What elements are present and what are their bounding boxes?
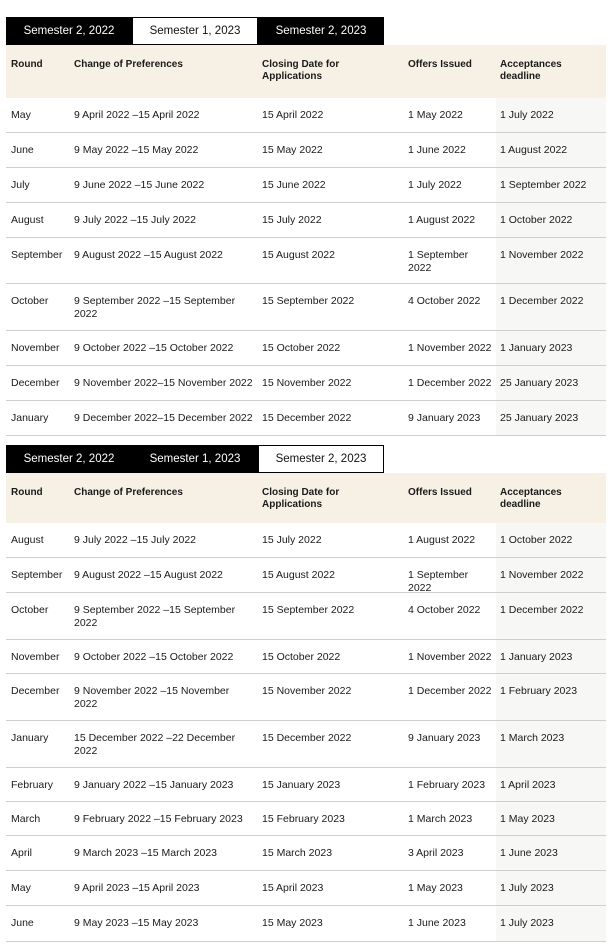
cell-closing-date: 15 March 2023 — [262, 847, 333, 859]
table-row — [6, 802, 606, 836]
cell-offers-issued: 1 December 2022 — [408, 377, 492, 389]
cell-closing-date: 15 January 2023 — [262, 779, 341, 791]
cell-round: January — [11, 412, 49, 424]
cell-round: November — [11, 651, 60, 663]
semester-tabs-2 — [6, 445, 606, 473]
cell-closing-date: 15 September 2022 — [262, 604, 355, 616]
table-row — [6, 768, 606, 802]
table-row — [6, 640, 606, 674]
cell-change-of-preferences: 9 June 2022 –15 June 2022 — [74, 179, 205, 191]
header-round: Round — [11, 487, 43, 498]
table-row — [6, 836, 606, 871]
cell-acceptances-deadline: 1 April 2023 — [496, 768, 606, 801]
cell-acceptances-deadline: 25 January 2023 — [496, 401, 606, 435]
cell-round: August — [11, 214, 44, 226]
cell-change-of-preferences: 9 August 2022 –15 August 2022 — [74, 569, 223, 581]
table-row — [6, 331, 606, 366]
cell-change-of-preferences: 9 September 2022 –15 September 2022 — [74, 295, 236, 320]
cell-offers-issued: 1 February 2023 — [408, 779, 486, 791]
cell-acceptances-deadline: 1 December 2022 — [496, 284, 606, 330]
cell-change-of-preferences: 9 July 2022 –15 July 2022 — [74, 534, 197, 546]
cell-acceptances-deadline: 1 July 2023 — [496, 871, 606, 905]
cell-acceptances-deadline: 1 June 2023 — [496, 836, 606, 870]
cell-closing-date: 15 August 2022 — [262, 249, 335, 261]
cell-acceptances-deadline: 1 September 2022 — [496, 168, 606, 202]
cell-round: January — [11, 732, 49, 744]
cell-change-of-preferences: 9 February 2022 –15 February 2023 — [74, 813, 243, 825]
cell-closing-date: 15 June 2022 — [262, 179, 326, 191]
cell-closing-date: 15 October 2022 — [262, 651, 341, 663]
table-row — [6, 401, 606, 436]
table-header-row — [6, 473, 606, 523]
cell-round: March — [11, 813, 41, 825]
cell-acceptances-deadline: 1 May 2023 — [496, 802, 606, 835]
cell-round: May — [11, 109, 31, 121]
cell-round: September — [11, 569, 63, 581]
table-row — [6, 133, 606, 168]
cell-closing-date: 15 August 2022 — [262, 569, 335, 581]
table-row — [6, 168, 606, 203]
table-row — [6, 366, 606, 401]
cell-closing-date: 15 July 2022 — [262, 534, 322, 546]
cell-offers-issued: 1 September 2022 — [408, 249, 469, 274]
cell-change-of-preferences: 9 April 2022 –15 April 2022 — [74, 109, 200, 121]
cell-acceptances-deadline: 1 July 2022 — [496, 98, 606, 132]
cell-closing-date: 15 May 2022 — [262, 144, 323, 156]
table-row — [6, 284, 606, 331]
cell-offers-issued: 1 March 2023 — [408, 813, 473, 825]
header-change-of-preferences: Change of Preferences — [74, 487, 183, 498]
table-row — [6, 523, 606, 558]
cell-offers-issued: 4 October 2022 — [408, 295, 481, 307]
cell-offers-issued: 1 May 2023 — [408, 882, 463, 894]
cell-round: June — [11, 144, 34, 156]
cell-offers-issued: 1 May 2022 — [408, 109, 463, 121]
cell-offers-issued: 1 December 2022 — [408, 685, 492, 697]
cell-acceptances-deadline: 1 August 2022 — [496, 133, 606, 167]
cell-change-of-preferences: 9 December 2022–15 December 2022 — [74, 412, 253, 424]
cell-closing-date: 15 September 2022 — [262, 295, 355, 307]
cell-change-of-preferences: 9 August 2022 –15 August 2022 — [74, 249, 223, 261]
schedule-table-2 — [6, 473, 606, 942]
table-header-row — [6, 45, 606, 98]
table-row — [6, 558, 606, 593]
cell-round: February — [11, 779, 54, 791]
cell-change-of-preferences: 9 April 2023 –15 April 2023 — [74, 882, 200, 894]
cell-acceptances-deadline: 25 January 2023 — [496, 366, 606, 400]
cell-change-of-preferences: 9 January 2022 –15 January 2023 — [74, 779, 234, 791]
cell-acceptances-deadline: 1 December 2022 — [496, 593, 606, 639]
tab-semester-1-2023[interactable]: Semester 1, 2023 — [132, 17, 258, 45]
cell-change-of-preferences: 9 July 2022 –15 July 2022 — [74, 214, 197, 226]
cell-change-of-preferences: 9 November 2022–15 November 2022 — [74, 377, 253, 389]
table-row — [6, 203, 606, 238]
cell-offers-issued: 1 August 2022 — [408, 214, 476, 226]
cell-closing-date: 15 April 2023 — [262, 882, 324, 894]
tab-semester-2-2022[interactable]: Semester 2, 2022 — [6, 17, 132, 45]
cell-closing-date: 15 December 2022 — [262, 732, 352, 744]
table-row — [6, 871, 606, 906]
header-acceptances-deadline: Acceptances deadline — [496, 45, 606, 98]
cell-round: June — [11, 917, 34, 929]
cell-closing-date: 15 December 2022 — [262, 412, 352, 424]
cell-offers-issued: 3 April 2023 — [408, 847, 464, 859]
semester-tabs-1 — [6, 17, 606, 45]
cell-acceptances-deadline: 1 July 2023 — [496, 906, 606, 941]
cell-offers-issued: 1 August 2022 — [408, 534, 476, 546]
cell-offers-issued: 9 January 2023 — [408, 412, 481, 424]
tab-semester-1-2023[interactable]: Semester 1, 2023 — [132, 445, 258, 473]
cell-acceptances-deadline: 1 January 2023 — [496, 331, 606, 365]
cell-change-of-preferences: 9 November 2022 –15 November 2022 — [74, 685, 230, 710]
cell-change-of-preferences: 9 September 2022 –15 September 2022 — [74, 604, 236, 629]
cell-closing-date: 15 April 2022 — [262, 109, 324, 121]
cell-closing-date: 15 November 2022 — [262, 377, 352, 389]
cell-round: October — [11, 604, 49, 616]
cell-round: April — [11, 847, 33, 859]
cell-closing-date: 15 July 2022 — [262, 214, 322, 226]
tab-semester-2-2023[interactable]: Semester 2, 2023 — [258, 17, 384, 45]
cell-offers-issued: 9 January 2023 — [408, 732, 481, 744]
cell-change-of-preferences: 9 May 2022 –15 May 2022 — [74, 144, 199, 156]
schedule-block-2 — [6, 445, 606, 942]
cell-change-of-preferences: 9 March 2023 –15 March 2023 — [74, 847, 218, 859]
cell-acceptances-deadline: 1 February 2023 — [496, 674, 606, 720]
cell-closing-date: 15 February 2023 — [262, 813, 345, 825]
tab-semester-2-2023[interactable]: Semester 2, 2023 — [258, 445, 384, 473]
table-row — [6, 721, 606, 768]
cell-acceptances-deadline: 1 January 2023 — [496, 640, 606, 673]
header-offers-issued: Offers Issued — [408, 487, 472, 498]
header-offers-issued: Offers Issued — [408, 59, 472, 70]
cell-round: September — [11, 249, 63, 261]
cell-change-of-preferences: 9 October 2022 –15 October 2022 — [74, 342, 234, 354]
cell-round: November — [11, 342, 60, 354]
header-acceptances-deadline: Acceptances deadline — [496, 473, 606, 523]
header-change-of-preferences: Change of Preferences — [74, 59, 183, 70]
table-row — [6, 238, 606, 284]
cell-offers-issued: 1 November 2022 — [408, 342, 492, 354]
cell-offers-issued: 1 June 2022 — [408, 144, 466, 156]
cell-offers-issued: 4 October 2022 — [408, 604, 481, 616]
cell-acceptances-deadline: 1 March 2023 — [496, 721, 606, 767]
table-body-2 — [6, 523, 606, 942]
table-row — [6, 906, 606, 942]
schedule-block-1 — [6, 17, 606, 436]
cell-change-of-preferences: 15 December 2022 –22 December 2022 — [74, 732, 236, 757]
header-closing-date: Closing Date for Applications — [262, 487, 340, 510]
cell-acceptances-deadline: 1 October 2022 — [496, 523, 606, 557]
cell-round: May — [11, 882, 31, 894]
cell-round: August — [11, 534, 44, 546]
header-closing-date: Closing Date for Applications — [262, 59, 340, 82]
header-round: Round — [11, 59, 43, 70]
schedule-table-1 — [6, 45, 606, 436]
cell-offers-issued: 1 November 2022 — [408, 651, 492, 663]
table-body-1 — [6, 98, 606, 436]
cell-round: December — [11, 685, 60, 697]
cell-round: July — [11, 179, 30, 191]
table-row — [6, 674, 606, 721]
cell-closing-date: 15 October 2022 — [262, 342, 341, 354]
tab-semester-2-2022[interactable]: Semester 2, 2022 — [6, 445, 132, 473]
cell-offers-issued: 1 June 2023 — [408, 917, 466, 929]
cell-change-of-preferences: 9 October 2022 –15 October 2022 — [74, 651, 234, 663]
cell-acceptances-deadline: 1 October 2022 — [496, 203, 606, 237]
cell-acceptances-deadline: 1 November 2022 — [496, 558, 606, 592]
table-row — [6, 593, 606, 640]
cell-change-of-preferences: 9 May 2023 –15 May 2023 — [74, 917, 199, 929]
cell-offers-issued: 1 July 2022 — [408, 179, 462, 191]
cell-closing-date: 15 November 2022 — [262, 685, 352, 697]
table-row — [6, 98, 606, 133]
cell-closing-date: 15 May 2023 — [262, 917, 323, 929]
cell-offers-issued: 1 September 2022 — [408, 569, 469, 594]
cell-acceptances-deadline: 1 November 2022 — [496, 238, 606, 283]
cell-round: December — [11, 377, 60, 389]
cell-round: October — [11, 295, 49, 307]
